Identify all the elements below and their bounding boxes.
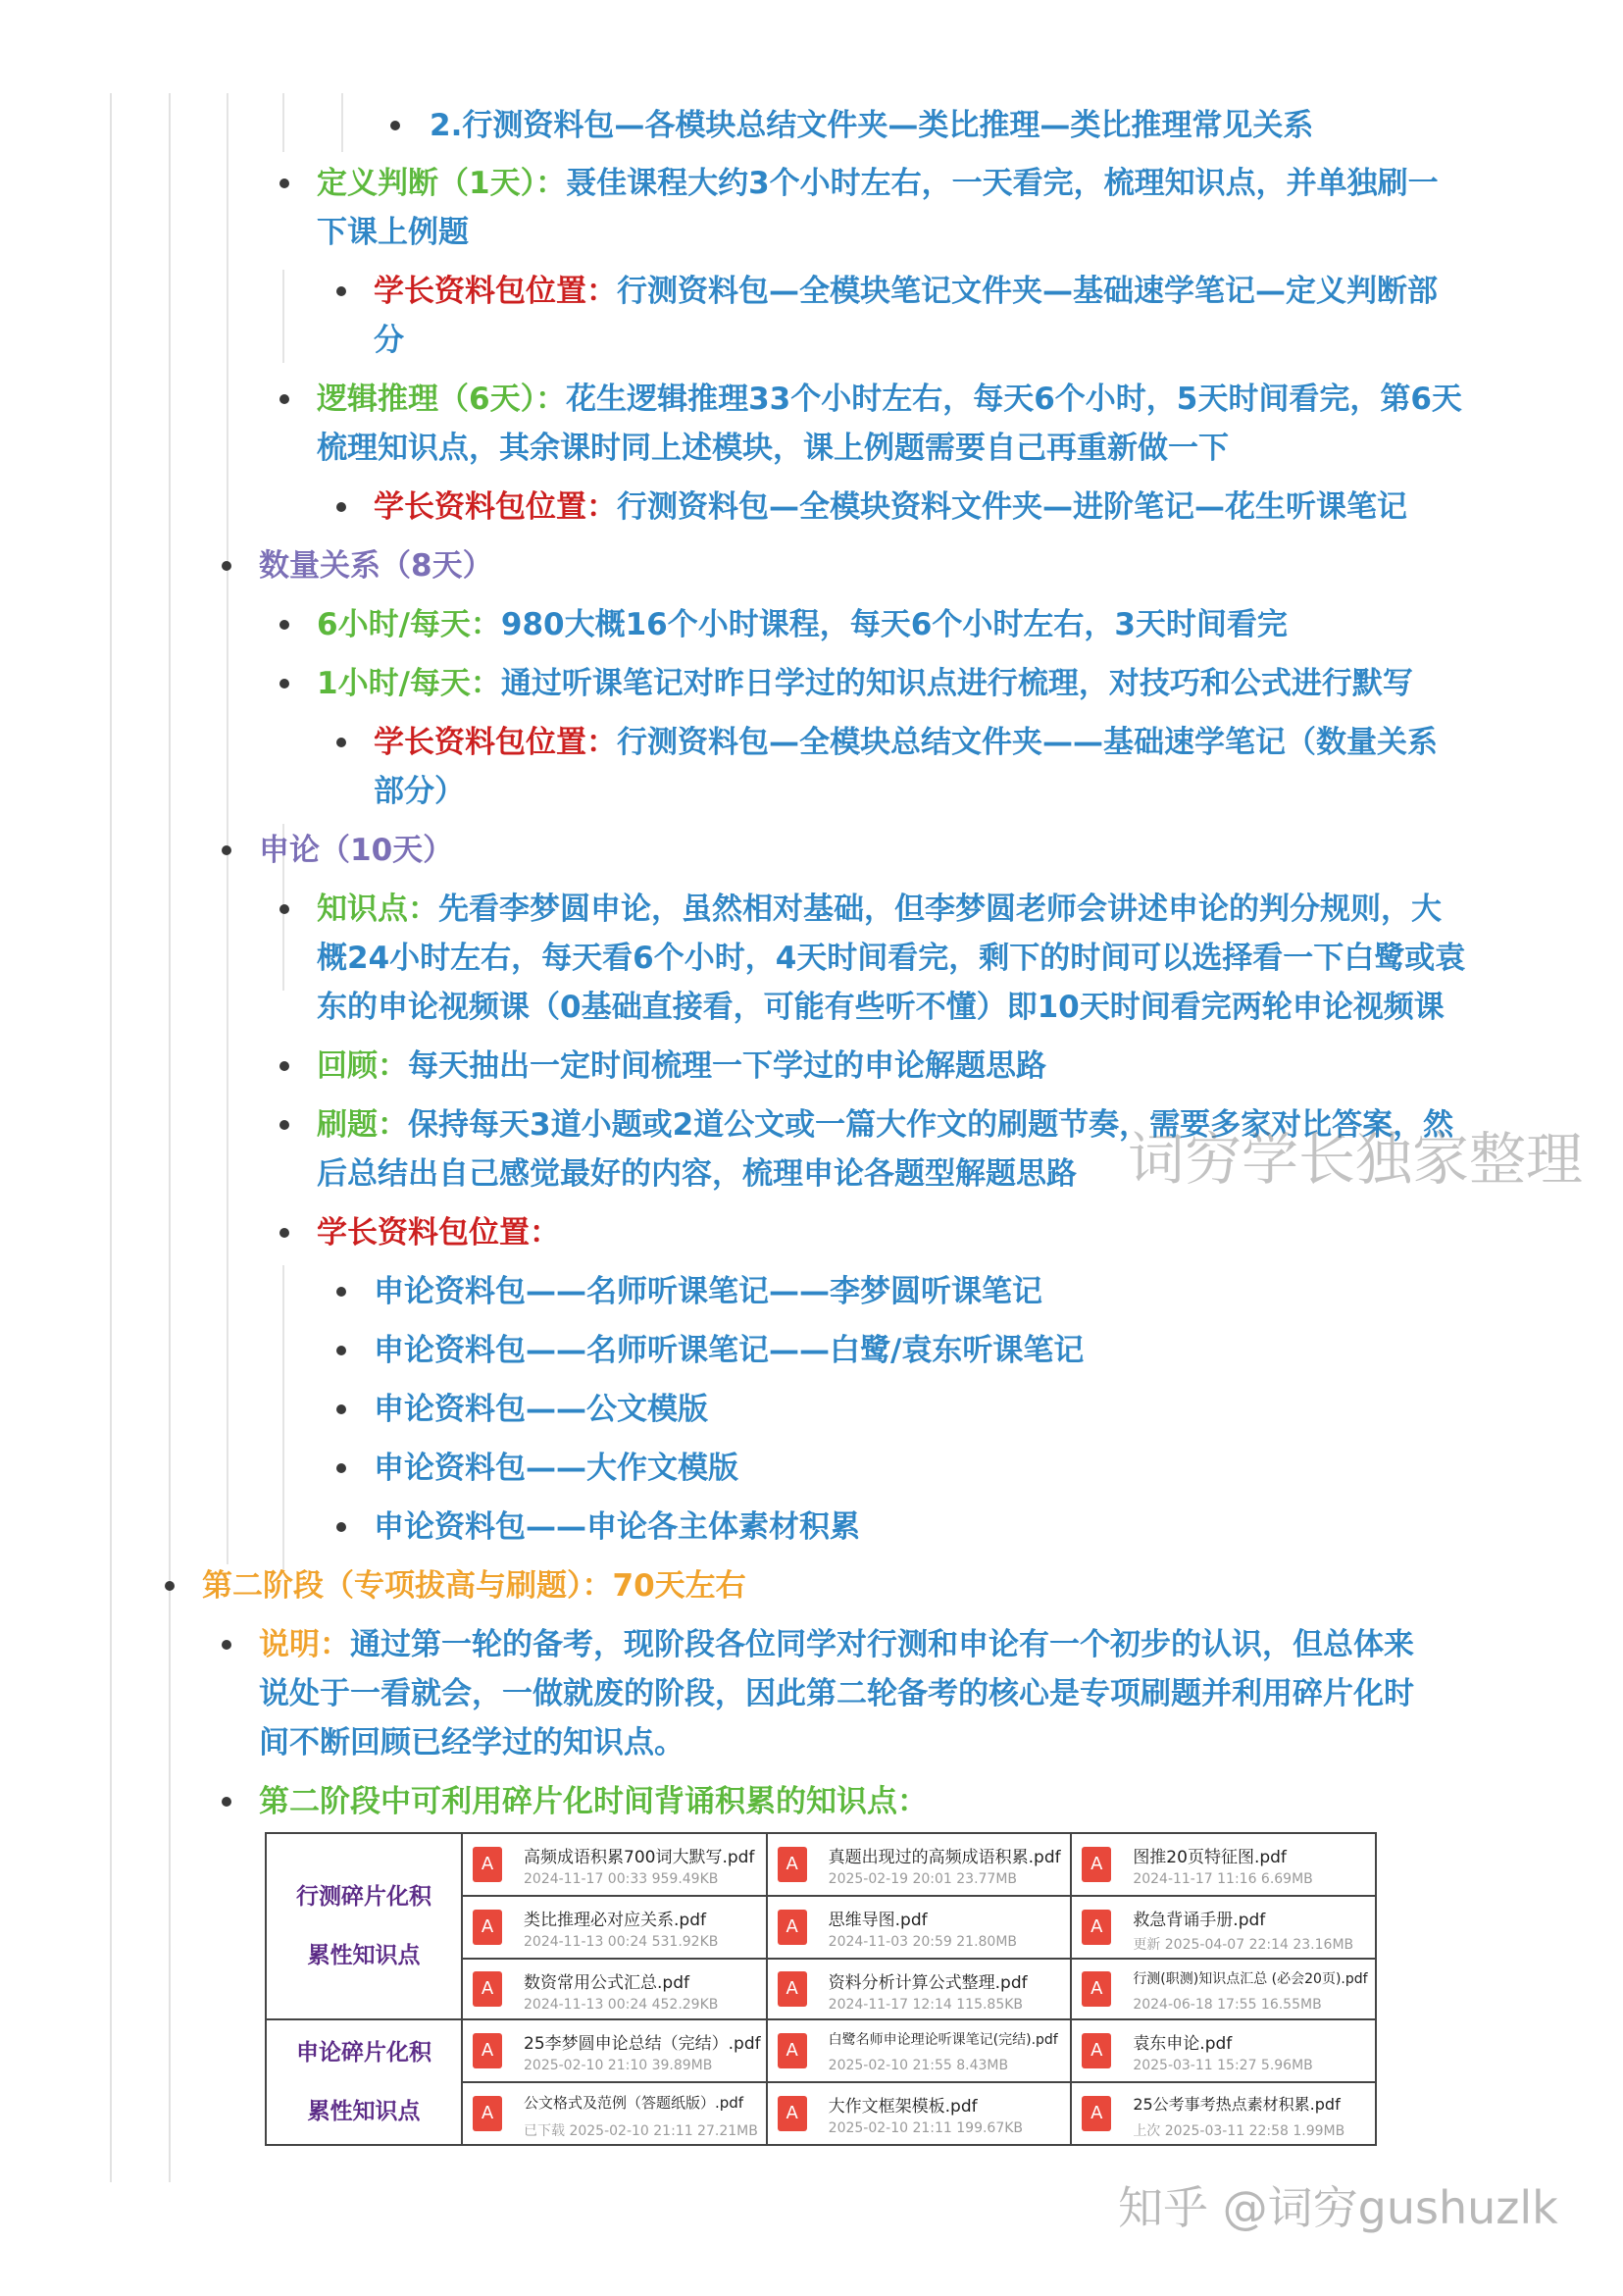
list-item-continuation: 梳理知识点，其余课时同上述模块，课上例题需要自己再重新做一下: [317, 431, 1229, 466]
file-cell[interactable]: [1071, 1959, 1376, 2019]
file-cell[interactable]: [1071, 1896, 1376, 1959]
file-name: 25李梦圆申论总结（完结）.pdf: [524, 2034, 761, 2054]
file-meta: 2024-11-17 11:16 6.69MB: [1133, 1871, 1313, 1887]
list-item: 第二阶段中可利用碎片化时间背诵积累的知识点：: [259, 1784, 928, 1819]
pkg-path: 行测资料包—全模块总结文件夹——基础速学笔记（数量关系: [617, 725, 1438, 760]
pdf-icon: A: [778, 1847, 807, 1882]
file-name: 公文格式及范例（答题纸版）.pdf: [524, 2094, 744, 2112]
list-item-continuation: 下课上例题: [317, 215, 469, 250]
file-cell[interactable]: [1071, 2082, 1376, 2145]
file-meta: 2024-11-17 12:14 115.85KB: [828, 1997, 1024, 2013]
list-item: 2.行测资料包—各模块总结文件夹—类比推理—类比推理常见关系: [430, 108, 1314, 143]
pdf-icon: A: [473, 2096, 502, 2131]
section-heading: 数量关系（8天）: [259, 548, 493, 584]
pkg-path: 申论资料包——公文模版: [374, 1392, 708, 1427]
list-item-continuation: 说处于一看就会，一做就废的阶段，因此第二轮备考的核心是专项刷题并利用碎片化时: [259, 1676, 1414, 1711]
list-item: [317, 159, 1439, 208]
stage-heading: 第二阶段（专项拔高与刷题）：70天左右: [202, 1568, 746, 1604]
item-text: 通过第一轮的备考，现阶段各位同学对行测和申论有一个初步的认识，但总体来: [350, 1627, 1414, 1662]
item-label: 定义判断（1天）：: [317, 166, 567, 201]
list-bullet: [279, 1061, 289, 1071]
file-meta: 2024-11-13 00:24 452.29KB: [524, 1997, 719, 2013]
list-item: [317, 1042, 1046, 1091]
list-item-continuation: 东的申论视频课（0基础直接看，可能有些听不懂）即10天时间看完两轮申论视频课: [317, 990, 1445, 1025]
file-meta: 2025-02-10 21:10 39.89MB: [524, 2058, 713, 2073]
list-bullet: [279, 179, 289, 188]
list-bullet: [279, 620, 289, 630]
file-name: 救急背诵手册.pdf: [1133, 1911, 1266, 1930]
pkg-label: 学长资料包位置：: [374, 489, 617, 525]
item-text: 花生逻辑推理33个小时左右，每天6个小时，5天时间看完，第6天: [566, 382, 1462, 417]
pdf-icon: A: [1082, 1971, 1111, 2007]
indent-guide: [341, 93, 343, 152]
pdf-icon: A: [1082, 2096, 1111, 2131]
file-name: 图推20页特征图.pdf: [1133, 1848, 1287, 1867]
pdf-icon: A: [1082, 1910, 1111, 1945]
indent-guide: [282, 270, 284, 363]
file-meta: 2024-11-03 20:59 21.80MB: [828, 1934, 1018, 1950]
list-bullet: [390, 121, 400, 130]
item-text: 980大概16个小时课程，每天6个小时左右，3天时间看完: [500, 607, 1288, 642]
file-name: 资料分析计算公式整理.pdf: [828, 1973, 1028, 1993]
category-xingce: [266, 1833, 462, 2019]
pkg-path: 申论资料包——名师听课笔记——白鹭/袁东听课笔记: [374, 1333, 1085, 1368]
file-cell[interactable]: [767, 1833, 1072, 1896]
list-bullet: [336, 1522, 346, 1532]
list-bullet: [336, 286, 346, 296]
item-label: 知识点：: [317, 892, 438, 927]
category-label: 申论碎片化积: [296, 2039, 431, 2066]
pdf-icon: A: [778, 2096, 807, 2131]
list-item: [374, 718, 1438, 767]
item-text: 通过听课笔记对昨日学过的知识点进行梳理，对技巧和公式进行默写: [500, 666, 1413, 701]
file-name: 袁东申论.pdf: [1133, 2034, 1233, 2054]
file-name: 真题出现过的高频成语积累.pdf: [828, 1848, 1061, 1867]
list-item-continuation: 部分）: [374, 774, 465, 809]
indent-guide: [282, 1265, 284, 1569]
pkg-path: 行测资料包—全模块资料文件夹—进阶笔记—花生听课笔记: [617, 489, 1407, 525]
file-name: 数资常用公式汇总.pdf: [524, 1973, 689, 1993]
item-label: 说明：: [259, 1627, 350, 1662]
pkg-label: 学长资料包位置：: [374, 725, 617, 760]
list-item-continuation: 分: [374, 323, 404, 358]
category-shenlun: [266, 2019, 462, 2145]
list-bullet: [279, 1120, 289, 1130]
file-name: 思维导图.pdf: [828, 1911, 928, 1930]
file-name: 行测(职测)知识点汇总 (必会20页).pdf: [1133, 1971, 1368, 1987]
file-meta: 2024-11-17 00:33 959.49KB: [524, 1871, 719, 1887]
list-bullet: [279, 679, 289, 689]
watermark-text: 词穷学长独家整理: [1128, 1126, 1584, 1193]
item-label: 6小时/每天：: [317, 607, 501, 642]
pdf-icon: A: [473, 2033, 502, 2068]
pkg-path: 申论资料包——名师听课笔记——李梦圆听课笔记: [374, 1274, 1042, 1309]
file-meta: 2024-11-13 00:24 531.92KB: [524, 1934, 719, 1950]
file-name: 大作文框架模板.pdf: [828, 2097, 978, 2117]
pdf-icon: A: [778, 2033, 807, 2068]
indent-guide: [169, 93, 171, 2182]
item-label: 刷题：: [317, 1107, 408, 1143]
indent-guide: [282, 93, 284, 152]
file-cell[interactable]: [462, 1896, 767, 1959]
list-item-continuation: 概24小时左右，每天看6个小时，4天时间看完，剩下的时间可以选择看一下白鹭或袁: [317, 941, 1466, 976]
category-label: 累性知识点: [307, 2098, 421, 2124]
file-cell[interactable]: [767, 2082, 1072, 2145]
file-meta: 2024-06-18 17:55 16.55MB: [1133, 1997, 1322, 2013]
list-bullet: [336, 1346, 346, 1355]
file-meta: 上次 2025-03-11 22:58 1.99MB: [1133, 2123, 1345, 2139]
list-item: [317, 600, 1288, 649]
file-meta: 2025-02-19 20:01 23.77MB: [828, 1871, 1018, 1887]
file-cell[interactable]: [767, 2019, 1072, 2082]
category-label: 累性知识点: [307, 1942, 421, 1968]
list-bullet: [336, 1287, 346, 1297]
pkg-label: 学长资料包位置：: [374, 274, 617, 309]
item-text: 保持每天3道小题或2道公文或一篇大作文的刷题节奏，需要多家对比答案，然: [408, 1107, 1454, 1143]
list-bullet: [165, 1581, 175, 1591]
list-bullet: [279, 394, 289, 404]
file-name: 白鹭名师申论理论听课笔记(完结).pdf: [828, 2032, 1058, 2048]
list-bullet: [279, 904, 289, 914]
list-item: [317, 375, 1462, 424]
section-heading: 申论（10天）: [259, 833, 454, 868]
pdf-icon: A: [1082, 2033, 1111, 2068]
file-cell[interactable]: [767, 1959, 1072, 2019]
pkg-path: 行测资料包—全模块笔记文件夹—基础速学笔记—定义判断部: [617, 274, 1438, 309]
list-bullet: [222, 1797, 231, 1807]
item-label: 回顾：: [317, 1048, 408, 1084]
list-item-continuation: 间不断回顾已经学过的知识点。: [259, 1725, 685, 1760]
list-item: [374, 483, 1407, 532]
list-item: [317, 885, 1442, 934]
pdf-icon: A: [778, 1910, 807, 1945]
file-meta: 2025-02-10 21:55 8.43MB: [828, 2058, 1009, 2073]
list-bullet: [222, 1640, 231, 1650]
pdf-icon: A: [1082, 1847, 1111, 1882]
list-bullet: [222, 561, 231, 571]
item-text: 聂佳课程大约3个小时左右，一天看完，梳理知识点，并单独刷一: [566, 166, 1439, 201]
file-meta: 2025-02-10 21:11 199.67KB: [828, 2120, 1024, 2136]
list-bullet: [279, 1228, 289, 1238]
list-bullet: [336, 738, 346, 747]
pkg-path: 申论资料包——申论各主体素材积累: [374, 1509, 860, 1545]
category-label: 行测碎片化积: [296, 1883, 431, 1910]
file-meta: 2025-03-11 15:27 5.96MB: [1133, 2058, 1313, 2073]
pdf-icon: A: [473, 1971, 502, 2007]
file-cell[interactable]: [1071, 2019, 1376, 2082]
file-list-screenshot: [265, 1832, 1377, 2144]
file-name: 25公考事考热点素材积累.pdf: [1133, 2095, 1341, 2114]
file-cell[interactable]: [462, 1833, 767, 1896]
pkg-path: 申论资料包——大作文模版: [374, 1451, 738, 1486]
item-text: 先看李梦圆申论，虽然相对基础，但李梦圆老师会讲述申论的判分规则，大: [438, 892, 1442, 927]
list-bullet: [222, 845, 231, 855]
item-label: 1小时/每天：: [317, 666, 501, 701]
file-cell[interactable]: [462, 2082, 767, 2145]
list-bullet: [336, 1404, 346, 1414]
indent-guide: [110, 93, 112, 2182]
file-cell[interactable]: [767, 1896, 1072, 1959]
file-meta: 已下载 2025-02-10 21:11 27.21MB: [524, 2123, 758, 2139]
item-label: 逻辑推理（6天）：: [317, 382, 567, 417]
list-item: [259, 1620, 1414, 1669]
zhihu-signature: 知乎 @词穷gushuzlk: [1118, 2181, 1558, 2234]
list-bullet: [336, 1463, 346, 1473]
item-text: 每天抽出一定时间梳理一下学过的申论解题思路: [408, 1048, 1046, 1084]
file-cell[interactable]: [462, 2019, 767, 2082]
file-name: 类比推理必对应关系.pdf: [524, 1911, 706, 1930]
indent-guide: [227, 93, 228, 1564]
list-item: [317, 659, 1413, 708]
file-meta: 更新 2025-04-07 22:14 23.16MB: [1133, 1937, 1354, 1953]
file-name: 高频成语积累700词大默写.pdf: [524, 1848, 755, 1867]
pdf-icon: A: [473, 1910, 502, 1945]
pdf-icon: A: [473, 1847, 502, 1882]
list-bullet: [336, 502, 346, 512]
pdf-icon: A: [778, 1971, 807, 2007]
file-cell[interactable]: [462, 1959, 767, 2019]
list-item-continuation: 后总结出自己感觉最好的内容，梳理申论各题型解题思路: [317, 1156, 1077, 1192]
list-item: [374, 267, 1438, 316]
file-cell[interactable]: [1071, 1833, 1376, 1896]
pkg-label: 学长资料包位置：: [317, 1215, 560, 1250]
